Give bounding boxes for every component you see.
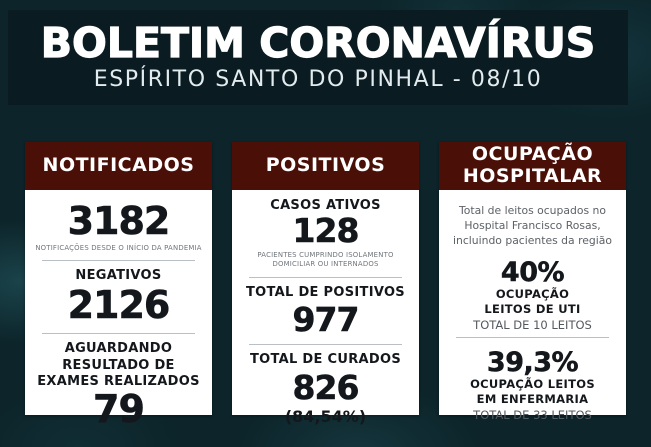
card-notificados-body bbox=[25, 190, 212, 438]
divider bbox=[456, 337, 610, 338]
stat-total-curados-label: TOTAL DE CURADOS bbox=[249, 352, 402, 368]
card-notificados-header: NOTIFICADOS bbox=[25, 142, 212, 190]
stat-negativos-value: 2126 bbox=[67, 283, 170, 328]
cards-row bbox=[25, 142, 626, 432]
card-ocupacao-header: OCUPAÇÃO HOSPITALAR bbox=[439, 142, 626, 190]
stat-enfermaria-label-line2: EM ENFERMARIA bbox=[476, 392, 589, 407]
ocupacao-intro-text: Total de leitos ocupados no Hospital Francisco Rosas, incluindo pacientes da região bbox=[452, 204, 612, 247]
stat-notificados-value: 3182 bbox=[67, 199, 170, 243]
page-subtitle: ESPÍRITO SANTO DO PINHAL - 08/10 bbox=[93, 66, 543, 92]
card-ocupacao-hospitalar bbox=[439, 142, 626, 423]
divider bbox=[42, 333, 196, 334]
stat-enfermaria-percent: 39,3% bbox=[486, 346, 579, 378]
card-positivos-header: POSITIVOS bbox=[232, 142, 419, 190]
stat-total-curados-percent: (84,54%) bbox=[284, 407, 367, 427]
divider bbox=[249, 277, 403, 278]
stat-casos-ativos-label: CASOS ATIVOS bbox=[270, 198, 381, 213]
stat-casos-ativos-caption: PACIENTES CUMPRINDO ISOLAMENTO DOMICILIAR OU INTERNADOS bbox=[257, 250, 394, 269]
card-positivos bbox=[232, 142, 419, 427]
page-title: BOLETIM CORONAVÍRUS bbox=[40, 18, 596, 67]
stat-aguardando-label: AGUARDANDO RESULTADO DE EXAMES REALIZADOS bbox=[37, 341, 200, 389]
stat-negativos-label: NEGATIVOS bbox=[75, 268, 162, 284]
stat-casos-ativos-value: 128 bbox=[292, 211, 359, 251]
stat-total-positivos-label: TOTAL DE POSITIVOS bbox=[246, 284, 405, 300]
title-banner bbox=[8, 10, 628, 105]
stat-notificados-caption: NOTIFICAÇÕES DESDE O INÍCIO DA PANDEMIA bbox=[35, 243, 202, 252]
stat-uti-label-line1: OCUPAÇÃO bbox=[495, 287, 570, 302]
card-notificados bbox=[25, 142, 212, 432]
stat-enfermaria-label-line1: OCUPAÇÃO LEITOS bbox=[470, 377, 595, 392]
divider bbox=[249, 344, 403, 345]
stat-total-curados-value: 826 bbox=[292, 367, 359, 407]
stat-aguardando-value: 79 bbox=[93, 387, 144, 432]
stat-enfermaria-note: TOTAL DE 33 LEITOS bbox=[473, 408, 592, 423]
stat-total-positivos-value: 977 bbox=[292, 299, 359, 339]
stat-uti-label-line2: LEITOS DE UTI bbox=[484, 301, 581, 316]
card-ocupacao-body bbox=[439, 190, 626, 431]
card-positivos-body bbox=[232, 190, 419, 434]
stat-uti-note: TOTAL DE 10 LEITOS bbox=[473, 317, 592, 332]
divider bbox=[42, 260, 196, 261]
stat-uti-percent: 40% bbox=[500, 256, 565, 288]
